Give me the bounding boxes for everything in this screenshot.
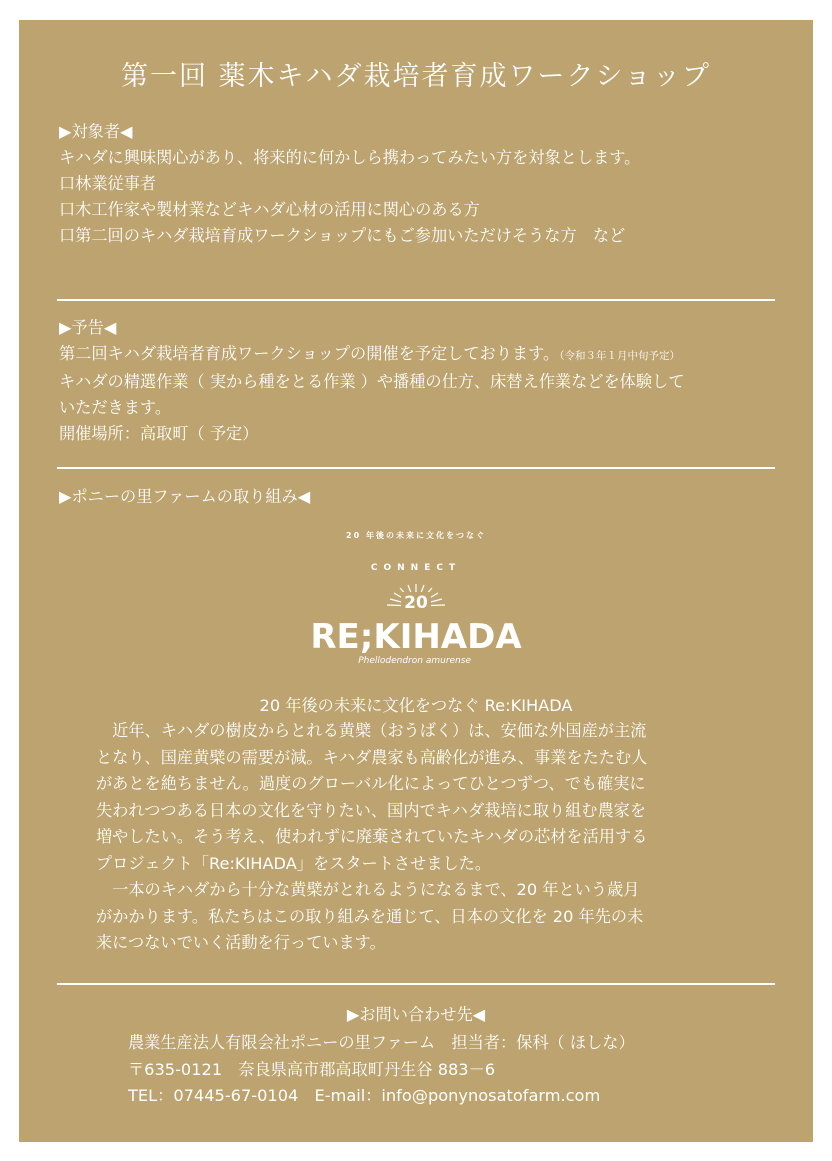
target-heading: ▶対象者◀ [59, 122, 133, 141]
contact-heading: ▶お問い合わせ先◀ [346, 1005, 486, 1024]
initiative-subtitle: 20 年後の未来に文化をつなぐ Re:KIHADA [259, 696, 573, 715]
contact-org: 農業生産法人有限会社ポニーの里ファーム 担当者：保科（ ほしな） [128, 1033, 635, 1052]
contact-block [128, 1030, 635, 1110]
contact-tel-email[interactable]: TEL：07445-67-0104 E-mail：info@ponynosatofarm.com [128, 1086, 601, 1105]
target-line-1: キハダに興味関心があり、将来的に何かしら携わってみたい方を対象とします。 [59, 148, 641, 167]
initiative-heading: ▶ポニーの里ファームの取り組み◀ [59, 487, 311, 506]
paragraph-line: 来につないでいく活動を行っています。 [96, 933, 386, 952]
logo-wordmark: RE;KIHADA [310, 617, 522, 657]
page-title: 第一回 薬木キハダ栽培者育成ワークショップ [120, 61, 712, 92]
notice-line-3: いただきます。 [59, 398, 172, 417]
target-line-3: 口木工作家や製材業などキハダ心材の活用に関心のある方 [59, 200, 480, 219]
notice-date-note: （令和３年１月中旬予定） [559, 350, 680, 362]
paragraph-line: があとを絶ちません。過度のグローバル化によってひとつずつ、でも確実に [96, 774, 646, 793]
target-section [59, 119, 640, 249]
paragraph-line: 近年、キハダの樹皮からとれる黄檗（おうばく）は、安価な外国産が主流 [96, 721, 647, 740]
notice-heading: ▶予告◀ [59, 318, 117, 337]
initiative-paragraph [96, 718, 756, 957]
divider-3 [57, 983, 775, 985]
notice-section [59, 315, 684, 447]
divider-2 [57, 467, 775, 469]
notice-line-1: 第二回キハダ栽培者育成ワークショップの開催を予定しております。 [59, 344, 560, 363]
divider-1 [57, 299, 775, 301]
paragraph-line: 一本のキハダから十分な黄檗がとれるようになるまで、20 年という歳月 [96, 880, 640, 899]
paragraph-line: プロジェクト「Re:KIHADA」をスタートさせました。 [96, 853, 492, 873]
logo-tagline: 20 年後の未来に文化をつなぐ [346, 531, 486, 540]
paragraph-line: 失われつつある日本の文化を守りたい、国内でキハダ栽培に取り組む農家を [96, 800, 647, 820]
contact-address: 〒635-0121 奈良県高市郡高取町丹生谷 883－6 [128, 1059, 496, 1079]
notice-venue: 開催場所：高取町（ 予定） [59, 424, 259, 443]
logo-number: 20 [404, 593, 428, 613]
paragraph-line: がかかります。私たちはこの取り組みを通じて、日本の文化を 20 年先の未 [96, 906, 644, 926]
paragraph-line: となり、国産黄檗の需要が減。キハダ農家も高齢化が進み、事業をたたむ人 [96, 747, 648, 767]
target-line-4: 口第二回のキハダ栽培育成ワークショップにもご参加いただけそうな方 など [59, 226, 626, 245]
paragraph-line: 増やしたい。そう考え、使われずに廃棄されていたキハダの芯材を活用する [96, 827, 648, 846]
logo-latin-name: Phellodendron amurense [358, 656, 471, 666]
rekihada-logo [286, 528, 546, 678]
target-line-2: 口林業従事者 [59, 174, 157, 193]
notice-line-2: キハダの精選作業（ 実から種をとる作業 ）や播種の仕方、床替え作業などを体験して [59, 372, 685, 391]
logo-arc-text: CONNECT [370, 563, 462, 573]
